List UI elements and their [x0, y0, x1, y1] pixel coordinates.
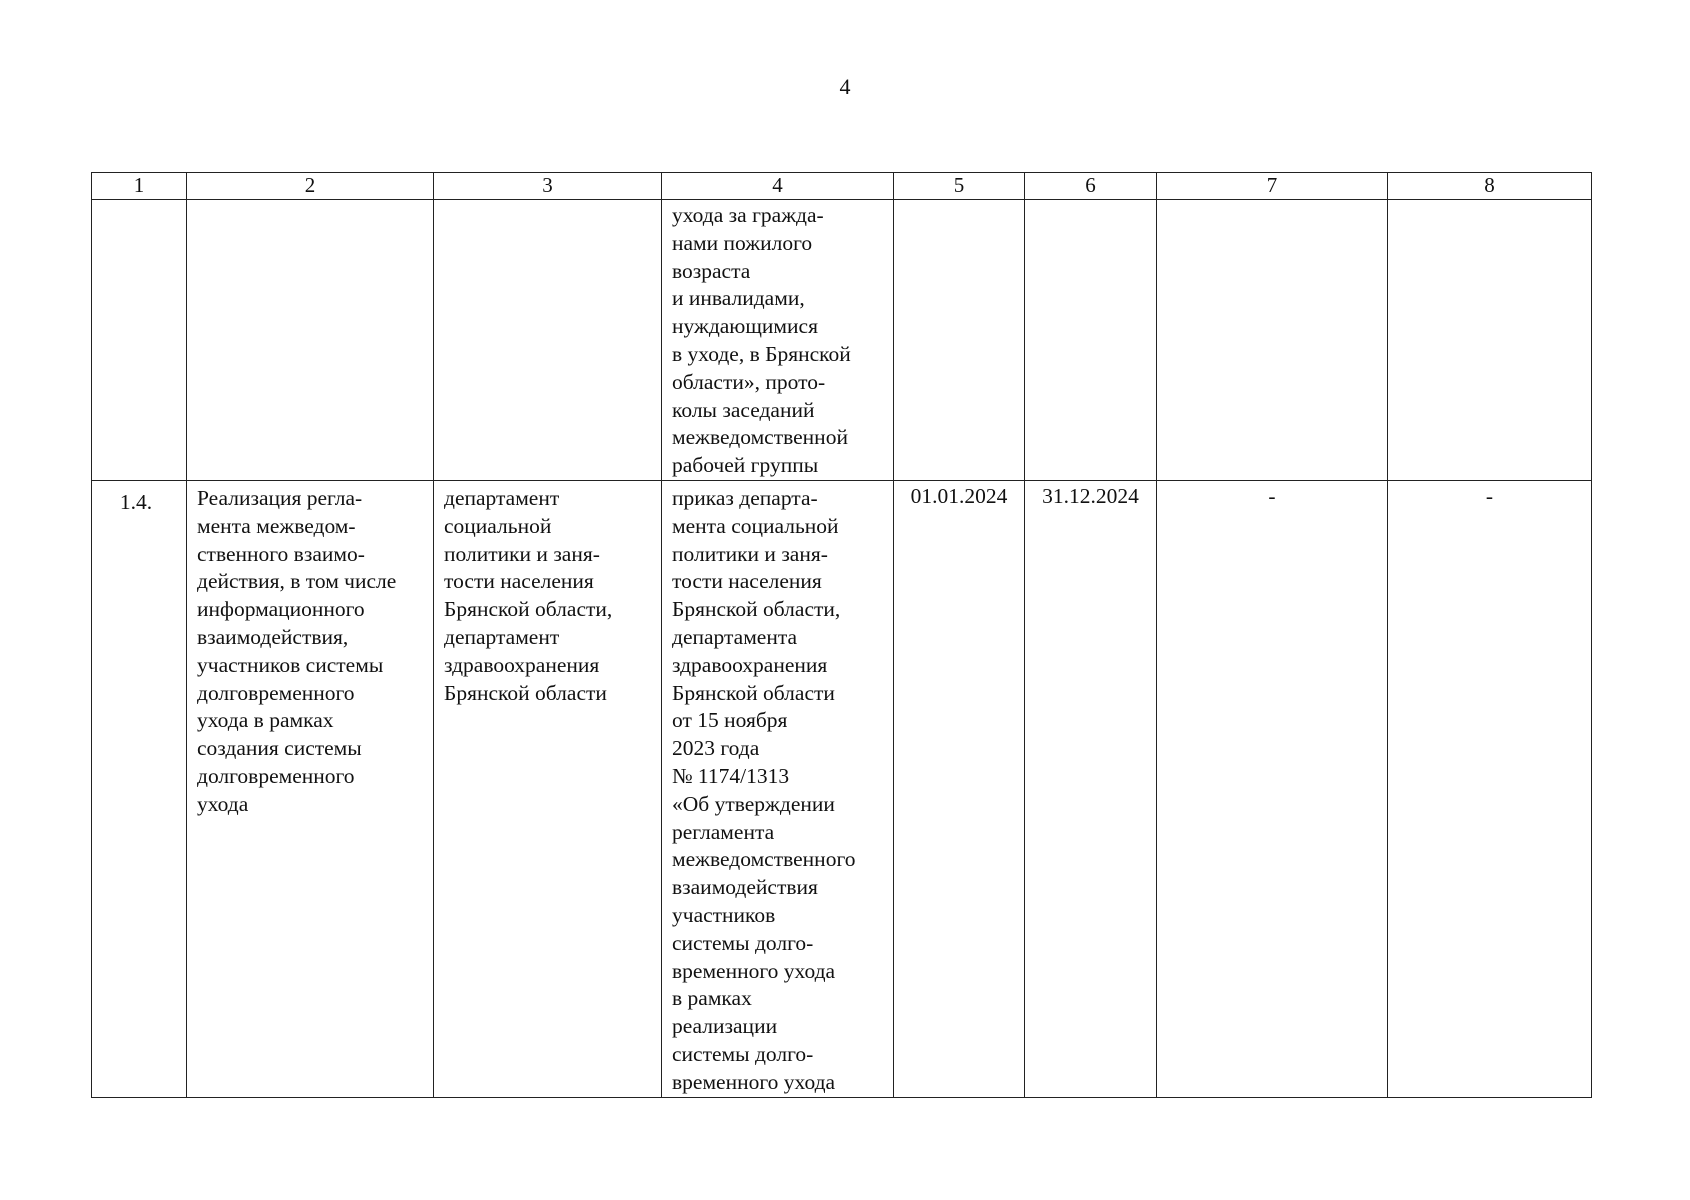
- cell-end-date: 31.12.2024: [1025, 480, 1157, 1097]
- column-header: 7: [1157, 173, 1388, 200]
- cell-col8: [1388, 200, 1592, 481]
- cell-document: приказ департа- мента социальной политики и заня- тости населения Брянской области, департамента здравоохранения Брянской области от 15 ноября 2023 года № 1174/1313 «Об утверждении регламента межведомственного взаимодействия участников системы долго- временного ухода в рамках реализации системы долго- временного ухода: [662, 480, 894, 1097]
- cell-col7: -: [1157, 480, 1388, 1097]
- column-header: 3: [434, 173, 662, 200]
- cell-responsible: департамент социальной политики и заня- тости населения Брянской области, департамент здравоохранения Брянской области: [434, 480, 662, 1097]
- column-header: 8: [1388, 173, 1592, 200]
- page-number: 4: [839, 74, 851, 99]
- cell-number: [92, 200, 187, 481]
- cell-start-date: [894, 200, 1025, 481]
- column-header: 5: [894, 173, 1025, 200]
- cell-activity: Реализация регла- мента межведом- ственного взаимо- действия, в том числе информационного взаимодействия, участников системы долговременного ухода в рамках создания системы долговременного ухода: [187, 480, 434, 1097]
- cell-start-date: 01.01.2024: [894, 480, 1025, 1097]
- data-table: [91, 172, 1592, 1098]
- cell-col7: [1157, 200, 1388, 481]
- cell-document: ухода за гражда- нами пожилого возраста и инвалидами, нуждающимися в уходе, в Брянской области», прото- колы заседаний межведомственной рабочей группы: [662, 200, 894, 481]
- table-row: [92, 480, 1592, 1097]
- column-header: 6: [1025, 173, 1157, 200]
- cell-col8: -: [1388, 480, 1592, 1097]
- table-row: [92, 200, 1592, 481]
- cell-end-date: [1025, 200, 1157, 481]
- cell-number: 1.4.: [92, 480, 187, 1097]
- table-header-row: [92, 173, 1592, 200]
- column-header: 2: [187, 173, 434, 200]
- cell-responsible: [434, 200, 662, 481]
- cell-activity: [187, 200, 434, 481]
- column-header: 1: [92, 173, 187, 200]
- column-header: 4: [662, 173, 894, 200]
